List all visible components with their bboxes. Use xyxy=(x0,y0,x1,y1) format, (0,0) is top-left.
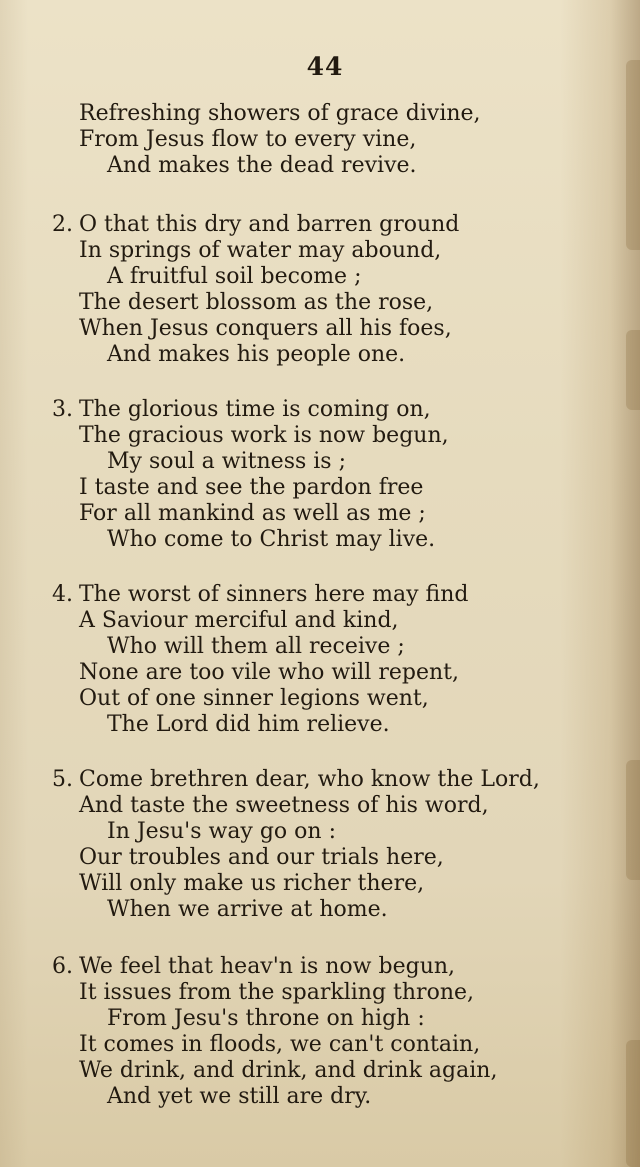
verse-line: Who will them all receive ; xyxy=(107,634,405,659)
page-edge-stain xyxy=(626,1040,640,1167)
verse-line: It comes in floods, we can't contain, xyxy=(79,1032,481,1057)
page-number: 44 xyxy=(306,52,344,81)
verse-number: 5. xyxy=(52,767,73,792)
verse-line: In springs of water may abound, xyxy=(79,238,442,263)
verse-line: Our troubles and our trials here, xyxy=(79,845,444,870)
verse-line: It issues from the sparkling throne, xyxy=(79,980,475,1005)
verse-line: And makes his people one. xyxy=(107,342,406,367)
verse-line: For all mankind as well as me ; xyxy=(79,501,426,526)
verse-line: Out of one sinner legions went, xyxy=(79,686,429,711)
page-edge-stain xyxy=(626,760,640,880)
verse-3 xyxy=(52,397,612,553)
page-edge-stain xyxy=(626,60,640,250)
verse-line: O that this dry and barren ground xyxy=(79,212,460,237)
verse-line: Will only make us richer there, xyxy=(79,871,425,896)
verse-line: In Jesu's way go on : xyxy=(107,819,336,844)
verse-line: From Jesus flow to every vine, xyxy=(79,127,417,152)
verse-line: When we arrive at home. xyxy=(107,897,388,922)
verse-6 xyxy=(52,954,612,1110)
verse-line: And taste the sweetness of his word, xyxy=(79,793,489,818)
verse-line: The glorious time is coming on, xyxy=(79,397,431,422)
verse-5 xyxy=(52,767,612,923)
verse-line: The Lord did him relieve. xyxy=(107,712,390,737)
verse-number: 3. xyxy=(52,397,73,422)
verse-line: The gracious work is now begun, xyxy=(79,423,449,448)
verse-line: A fruitful soil become ; xyxy=(107,264,362,289)
verse-4 xyxy=(52,582,612,738)
verse-line: A Saviour merciful and kind, xyxy=(79,608,399,633)
verse-line: Refreshing showers of grace divine, xyxy=(79,101,481,126)
verse-line: None are too vile who will repent, xyxy=(79,660,459,685)
verse-line: Come brethren dear, who know the Lord, xyxy=(79,767,540,792)
verse-line: We feel that heav'n is now begun, xyxy=(79,954,456,979)
page-edge-stain xyxy=(626,330,640,410)
verse-line: From Jesu's throne on high : xyxy=(107,1006,425,1031)
verse-line: Who come to Christ may live. xyxy=(107,527,436,552)
verse-line: My soul a witness is ; xyxy=(107,449,346,474)
verse-2 xyxy=(52,212,612,368)
verse-line: The worst of sinners here may find xyxy=(79,582,469,607)
verse-1 xyxy=(52,101,612,179)
verse-number: 4. xyxy=(52,582,73,607)
verse-line: I taste and see the pardon free xyxy=(79,475,424,500)
verse-line: When Jesus conquers all his foes, xyxy=(79,316,452,341)
verse-line: The desert blossom as the rose, xyxy=(79,290,434,315)
verse-line: We drink, and drink, and drink again, xyxy=(79,1058,498,1083)
verse-number: 2. xyxy=(52,212,73,237)
verse-number: 6. xyxy=(52,954,73,979)
verse-line: And makes the dead revive. xyxy=(107,153,417,178)
verse-line: And yet we still are dry. xyxy=(107,1084,372,1109)
